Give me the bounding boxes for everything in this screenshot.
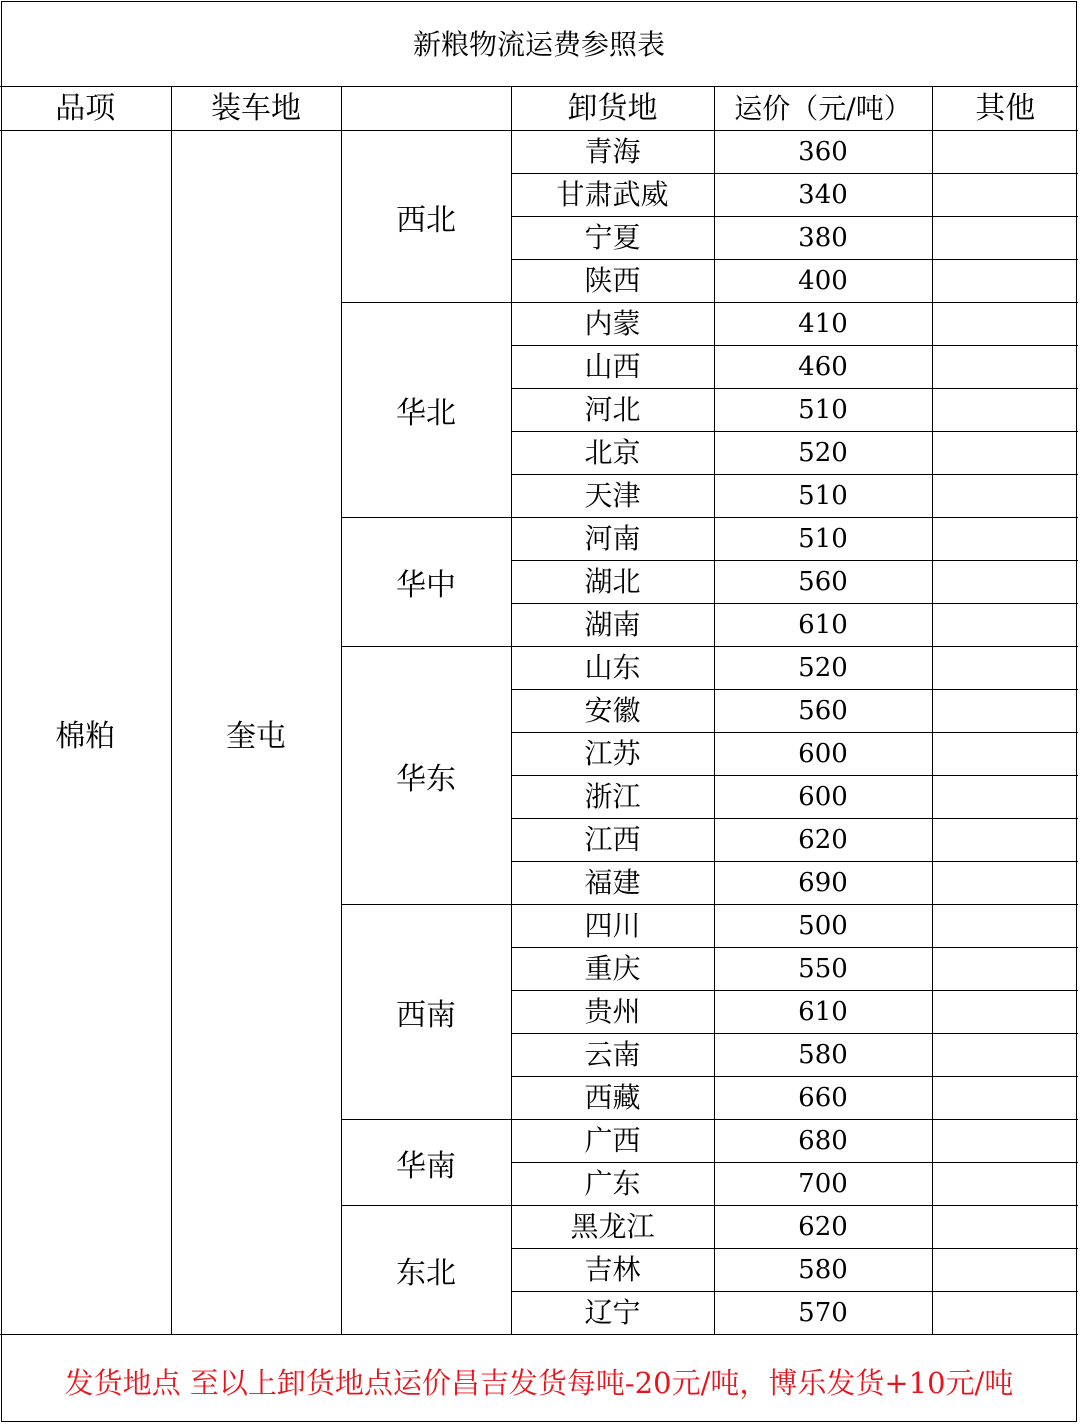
header-item: 品项: [0, 87, 171, 131]
price-cell: 690: [714, 862, 932, 905]
destination-cell: 江苏: [511, 733, 714, 776]
destination-cell: 北京: [511, 432, 714, 475]
other-cell: [932, 217, 1078, 260]
other-cell: [932, 1163, 1078, 1206]
price-cell: 680: [714, 1120, 932, 1163]
other-cell: [932, 1206, 1078, 1249]
header-row: [0, 87, 1078, 131]
loading-place-cell: 奎屯: [171, 131, 341, 1335]
price-cell: 510: [714, 389, 932, 432]
region-cell: 华中: [341, 518, 511, 647]
destination-cell: 天津: [511, 475, 714, 518]
other-cell: [932, 733, 1078, 776]
other-cell: [932, 647, 1078, 690]
destination-cell: 吉林: [511, 1249, 714, 1292]
header-region: [341, 87, 511, 131]
price-cell: 610: [714, 991, 932, 1034]
destination-cell: 河南: [511, 518, 714, 561]
other-cell: [932, 862, 1078, 905]
other-cell: [932, 690, 1078, 733]
destination-cell: 青海: [511, 131, 714, 174]
header-price: 运价（元/吨）: [714, 87, 932, 131]
destination-cell: 四川: [511, 905, 714, 948]
other-cell: [932, 518, 1078, 561]
price-cell: 600: [714, 733, 932, 776]
price-cell: 580: [714, 1034, 932, 1077]
other-cell: [932, 475, 1078, 518]
header-other: 其他: [932, 87, 1078, 131]
destination-cell: 辽宁: [511, 1292, 714, 1335]
destination-cell: 重庆: [511, 948, 714, 991]
item-cell: 棉粕: [0, 131, 171, 1335]
destination-cell: 广东: [511, 1163, 714, 1206]
other-cell: [932, 776, 1078, 819]
region-cell: 西北: [341, 131, 511, 303]
other-cell: [932, 432, 1078, 475]
price-cell: 620: [714, 819, 932, 862]
other-cell: [932, 260, 1078, 303]
other-cell: [932, 389, 1078, 432]
destination-cell: 宁夏: [511, 217, 714, 260]
destination-cell: 山西: [511, 346, 714, 389]
other-cell: [932, 948, 1078, 991]
region-cell: 华北: [341, 303, 511, 518]
destination-cell: 浙江: [511, 776, 714, 819]
table-row: [0, 131, 1078, 174]
price-cell: 600: [714, 776, 932, 819]
destination-cell: 陕西: [511, 260, 714, 303]
price-cell: 360: [714, 131, 932, 174]
region-cell: 华南: [341, 1120, 511, 1206]
destination-cell: 福建: [511, 862, 714, 905]
price-cell: 410: [714, 303, 932, 346]
other-cell: [932, 1120, 1078, 1163]
other-cell: [932, 561, 1078, 604]
price-cell: 460: [714, 346, 932, 389]
destination-cell: 江西: [511, 819, 714, 862]
table-body: [0, 131, 1078, 1335]
footer-note: 发货地点 至以上卸货地点运价昌吉发货每吨-20元/吨，博乐发货+10元/吨: [64, 1366, 1014, 1400]
price-cell: 570: [714, 1292, 932, 1335]
other-cell: [932, 1034, 1078, 1077]
other-cell: [932, 1249, 1078, 1292]
destination-cell: 甘肃武威: [511, 174, 714, 217]
other-cell: [932, 604, 1078, 647]
destination-cell: 山东: [511, 647, 714, 690]
price-cell: 380: [714, 217, 932, 260]
price-cell: 520: [714, 432, 932, 475]
other-cell: [932, 1077, 1078, 1120]
price-cell: 550: [714, 948, 932, 991]
header-loading: 装车地: [171, 87, 341, 131]
price-cell: 340: [714, 174, 932, 217]
other-cell: [932, 303, 1078, 346]
price-cell: 700: [714, 1163, 932, 1206]
price-cell: 560: [714, 690, 932, 733]
other-cell: [932, 1292, 1078, 1335]
price-cell: 520: [714, 647, 932, 690]
other-cell: [932, 346, 1078, 389]
price-cell: 610: [714, 604, 932, 647]
other-cell: [932, 905, 1078, 948]
destination-cell: 湖北: [511, 561, 714, 604]
destination-cell: 安徽: [511, 690, 714, 733]
other-cell: [932, 174, 1078, 217]
destination-cell: 贵州: [511, 991, 714, 1034]
price-cell: 620: [714, 1206, 932, 1249]
price-cell: 500: [714, 905, 932, 948]
price-cell: 400: [714, 260, 932, 303]
price-cell: 580: [714, 1249, 932, 1292]
destination-cell: 云南: [511, 1034, 714, 1077]
other-cell: [932, 131, 1078, 174]
region-cell: 华东: [341, 647, 511, 905]
other-cell: [932, 819, 1078, 862]
freight-table: [0, 87, 1078, 1335]
destination-cell: 黑龙江: [511, 1206, 714, 1249]
destination-cell: 河北: [511, 389, 714, 432]
destination-cell: 内蒙: [511, 303, 714, 346]
header-destination: 卸货地: [511, 87, 714, 131]
price-cell: 510: [714, 475, 932, 518]
table-title: 新粮物流运费参照表: [0, 0, 1078, 87]
price-cell: 660: [714, 1077, 932, 1120]
region-cell: 东北: [341, 1206, 511, 1335]
destination-cell: 湖南: [511, 604, 714, 647]
other-cell: [932, 991, 1078, 1034]
region-cell: 西南: [341, 905, 511, 1120]
price-cell: 560: [714, 561, 932, 604]
destination-cell: 西藏: [511, 1077, 714, 1120]
price-cell: 510: [714, 518, 932, 561]
destination-cell: 广西: [511, 1120, 714, 1163]
